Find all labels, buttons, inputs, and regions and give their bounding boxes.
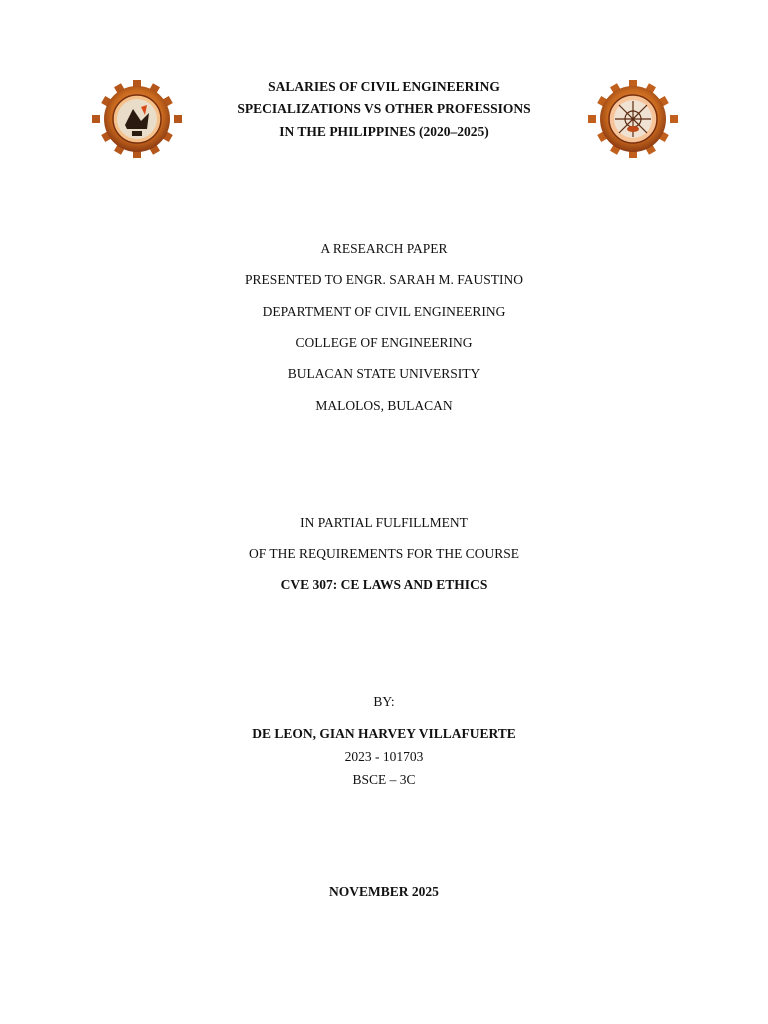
department: DEPARTMENT OF CIVIL ENGINEERING [262,304,506,319]
location: MALOLOS, BULACAN [315,398,453,413]
submission-date: NOVEMBER 2025 [329,884,439,899]
section: BSCE – 3C [352,772,416,787]
university: BULACAN STATE UNIVERSITY [287,366,481,381]
title-line-2: SPECIALIZATIONS VS OTHER PROFESSIONS [237,101,531,116]
presented-to: PRESENTED TO ENGR. SARAH M. FAUSTINO [245,272,523,287]
title-line-1: SALARIES OF CIVIL ENGINEERING [268,79,500,94]
paper-type: A RESEARCH PAPER [320,241,448,256]
course-title: CVE 307: CE LAWS AND ETHICS [280,577,488,592]
title-line-3: IN THE PHILIPPINES (2020–2025) [279,124,489,139]
student-id: 2023 - 101703 [344,749,424,764]
fulfillment-line-2: OF THE REQUIREMENTS FOR THE COURSE [249,546,519,561]
by-label: BY: [373,694,395,709]
fulfillment-line-1: IN PARTIAL FULFILLMENT [300,515,468,530]
author-name: DE LEON, GIAN HARVEY VILLAFUERTE [252,726,516,741]
college: COLLEGE OF ENGINEERING [295,335,473,350]
